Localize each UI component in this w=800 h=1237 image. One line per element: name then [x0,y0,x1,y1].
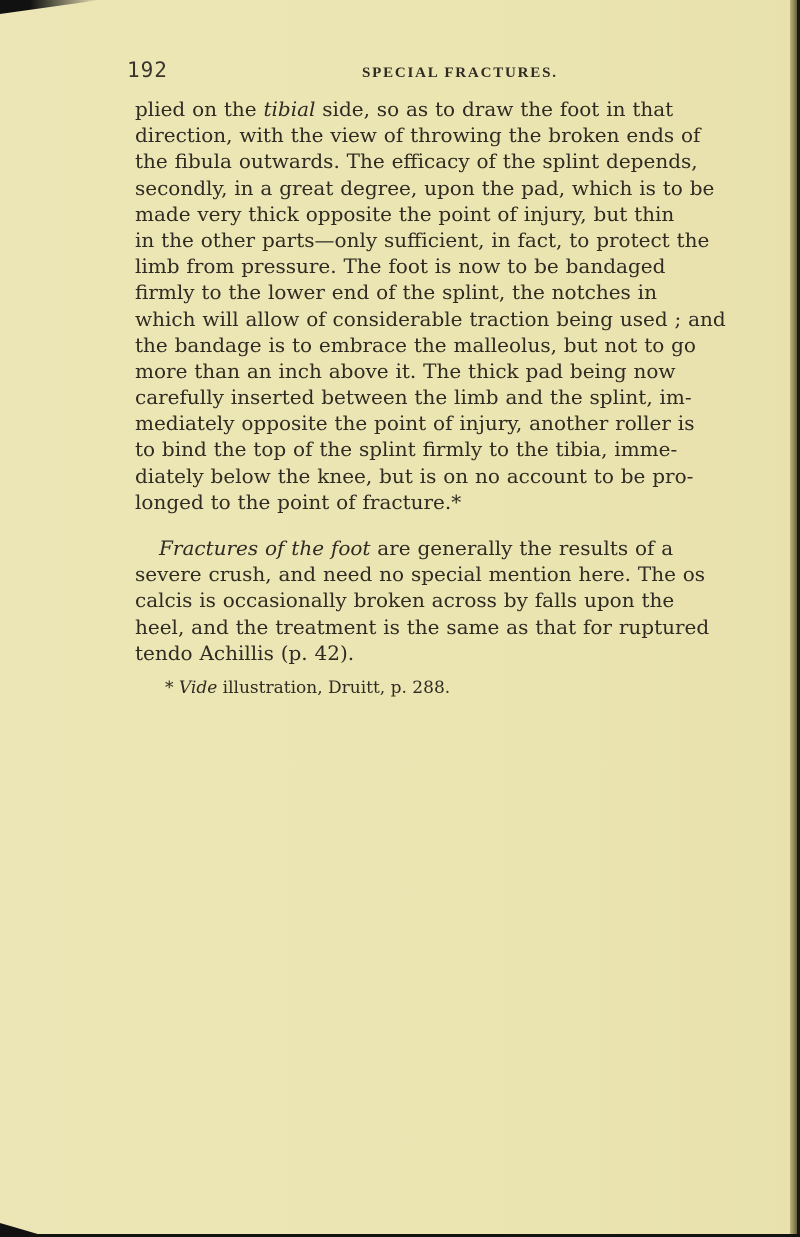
paragraph-1 [135,96,795,515]
paragraph-2 [135,535,795,666]
text-line: the bandage is to embrace the malleolus, but not to go [135,332,696,357]
text-line: plied on the tibial side, so as to draw the foot in that [135,97,674,121]
text-line: which will allow of considerable traction being used ; and [135,306,726,331]
footnote-text: illustration, Druitt, p. 288. [217,678,451,698]
text-line: mediately opposite the point of injury, another roller is [135,411,695,436]
footnote-vide: Vide [178,678,218,698]
text-line: secondly, in a great degree, upon the pad, which is to be [135,175,715,200]
text-line: Fractures of the foot are generally the results of a [159,536,674,560]
text-line: calcis is occasionally broken across by falls upon the [135,588,675,613]
text-line: to bind the top of the splint firmly to the tibia, imme- [135,437,678,462]
text-line: the fibula outwards. The efficacy of the splint depends, [135,149,698,174]
paragraph-gap [135,515,795,535]
text-line: made very thick opposite the point of injury, but thin [135,201,675,226]
text-line: firmly to the lower end of the splint, the notches in [135,280,657,305]
text-line: severe crush, and need no special mention here. The os [135,562,706,587]
text-line: direction, with the view of throwing the broken ends of [135,123,701,148]
text-line: diately below the knee, but is on no account to be pro- [135,463,694,488]
emphasis-fractures-of-the-foot: Fractures of the foot [159,536,371,560]
scan-corner-shadow-top [0,0,100,14]
text-line: tendo Achillis (p. 42). [135,640,355,665]
text-line: longed to the point of fracture.* [135,489,462,514]
text-line: in the other parts—only sufficient, in fact, to protect the [135,227,710,252]
page-number: 192 [127,58,168,82]
emphasis-tibial: tibial [263,97,316,121]
text-line: carefully inserted between the limb and the splint, im- [135,385,692,410]
footnote-marker: * [165,678,179,698]
running-head: SPECIAL FRACTURES. [362,65,558,81]
footnote [165,678,450,698]
text-line: more than an inch above it. The thick pad being now [135,358,676,383]
body-text [135,96,795,666]
text-line: limb from pressure. The foot is now to be bandaged [135,254,666,279]
text-line: heel, and the treatment is the same as that for ruptured [135,614,710,639]
